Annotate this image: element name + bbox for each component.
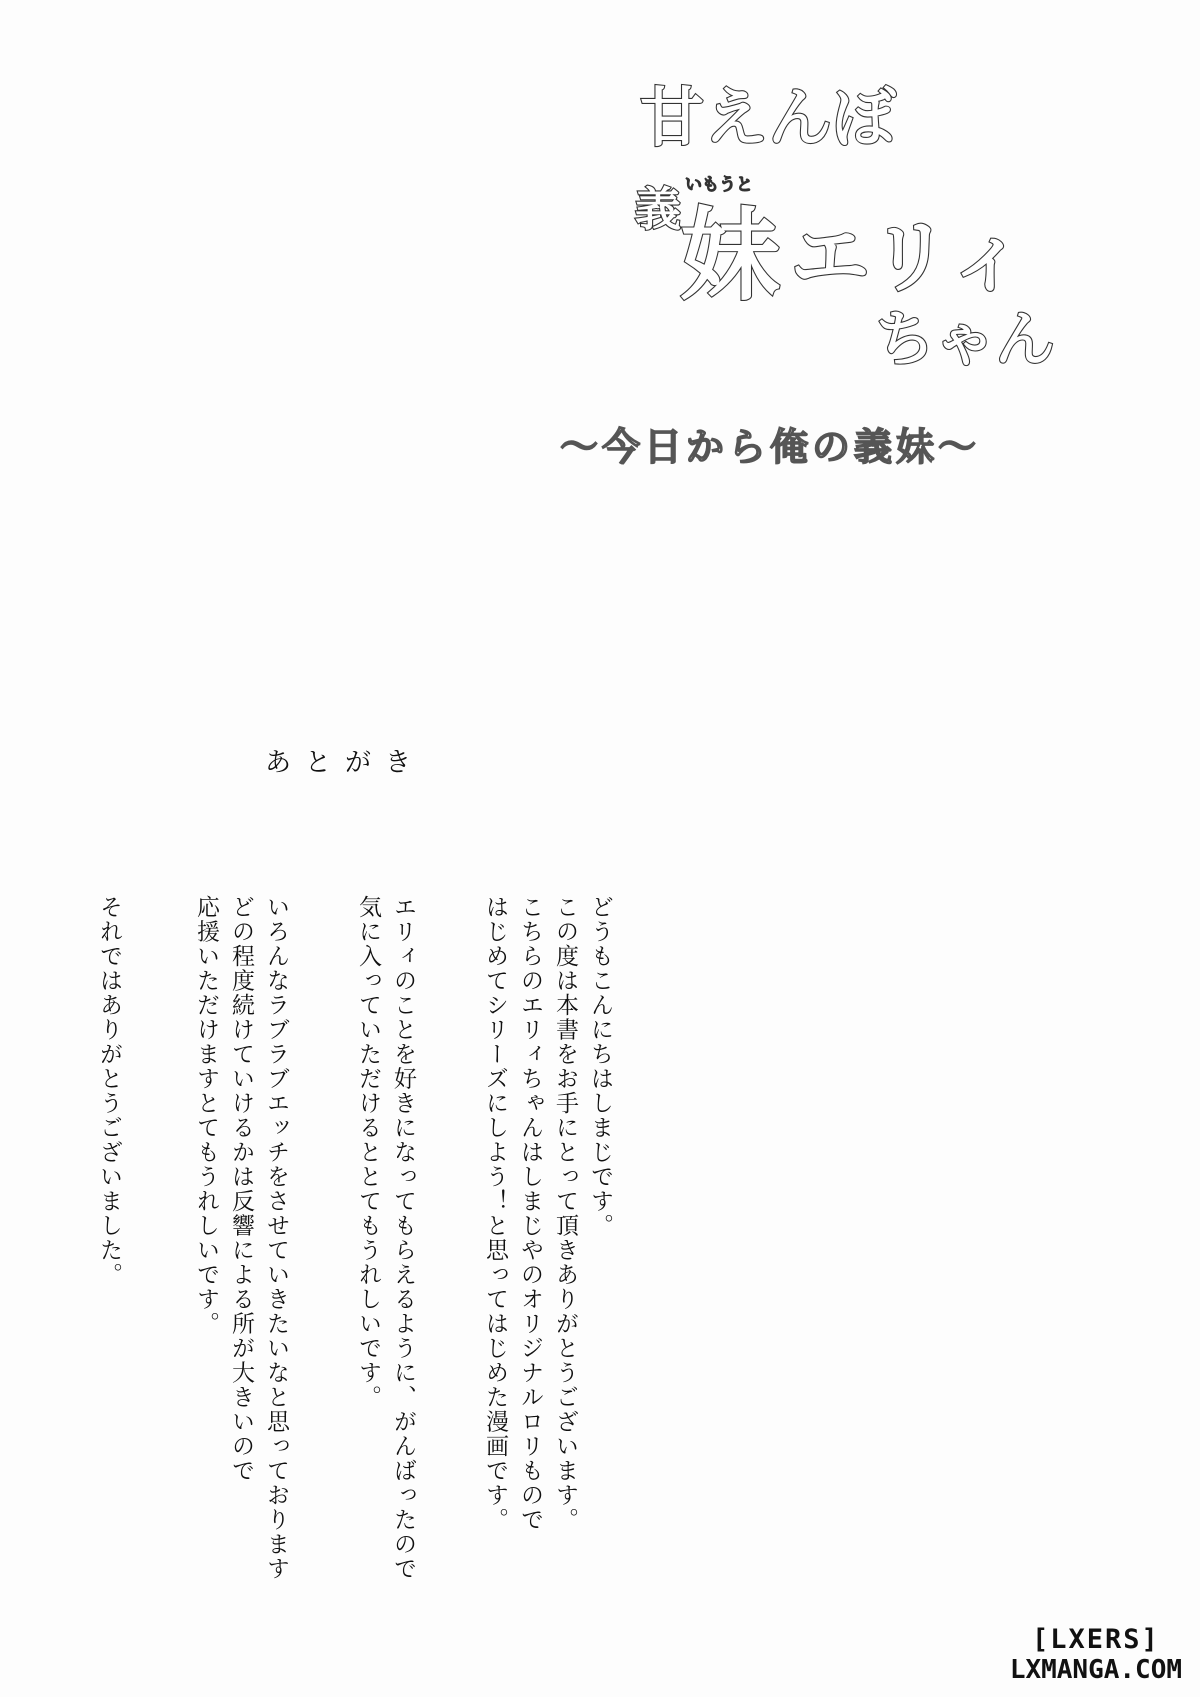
credit-group: [LXERS] — [1032, 1624, 1160, 1655]
afterword-line: どうもこんにちはしまじです。 — [587, 895, 613, 1238]
afterword-line: 応援いただけますとてもうれしいです。 — [193, 895, 219, 1336]
afterword-line: はじめてシリーズにしよう！と思ってはじめた漫画です。 — [482, 895, 508, 1532]
title-ruby: いもうと — [685, 175, 753, 195]
title-imouto: 妹 — [680, 197, 780, 314]
afterword-line: いろんなラブラブエッチをさせていきたいなと思っております — [263, 895, 289, 1581]
subtitle: 〜今日から俺の義妹〜 — [560, 425, 981, 469]
title-name: エリィ — [790, 211, 1027, 304]
afterword-heading: あとがき — [265, 748, 426, 778]
title-logo-art — [560, 70, 1160, 490]
afterword-line: 気に入っていただけるととてもうれしいです。 — [355, 895, 381, 1410]
afterword-line: こちらのエリィちゃんはしまじやのオリジナルロリもので — [517, 895, 543, 1532]
afterword-line: エリィのことを好きになってもらえるように、がんばったので — [390, 895, 416, 1581]
credit-site: LXMANGA.COM — [1009, 1655, 1182, 1685]
title-line1: 甘えんぼ — [640, 82, 896, 156]
title-chan: ちゃん — [875, 305, 1055, 375]
title-gi: 義 — [635, 182, 681, 236]
afterword-line: この度は本書をお手にとって頂きありがとうございます。 — [552, 895, 578, 1532]
afterword-line: どの程度続けていけるかは反響による所が大きいので — [228, 895, 254, 1483]
title-logo — [560, 70, 1160, 490]
afterword-line: それではありがとうございました。 — [96, 895, 122, 1287]
watermark-credit — [1010, 1624, 1182, 1685]
